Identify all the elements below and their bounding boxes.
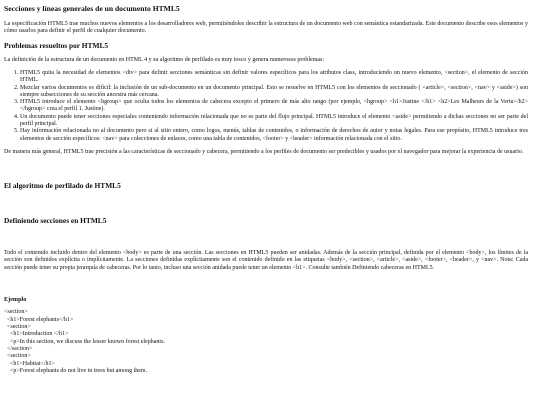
problems-list-item: 1. HTML5 quita la necesidad de elementos <div> para definir secciones semánticas sin definir valores específicos para los atributos class, introduciendo un nuevo elemento, <section>, el elemento de sección HTML. (20, 70, 528, 85)
code-line: <p>In this section, we discuss the lesser known forest elephants. (4, 338, 165, 345)
code-line: <h1>Forest elephants</h1> (4, 316, 74, 323)
example-code-block (4, 309, 528, 375)
defining-sections-heading: Definiendo secciones en HTML5 (4, 216, 107, 226)
problems-list-item: 3. HTML5 introduce el elemento <hgroup> que oculta todos los elementos de cabecera excepto el primero de más alto rango (por ejemplo, <hgroup> <h1>Justine </h1> <h2>Les Malheurs de la Vertu</h2> </hgroup> crea el perfil 1. Justine). (20, 99, 528, 114)
problems-intro-paragraph: La definición de la estructura de un documento en HTML 4 y su algoritmo de perfilado es muy tosco y genera numerosos problemas: (4, 56, 325, 63)
problems-heading: Problemas resueltos por HTML5 (4, 40, 109, 50)
problems-list-item: 4. Un documento puede tener secciones especiales conteniendo información relacionada que no es parte del flujo principal. HTML5 introduce el elemento <aside> permitiendo a dichas secciones no ser parte del perfil principal. (20, 114, 528, 129)
problems-list (4, 70, 528, 143)
example-heading: Ejemplo (4, 296, 27, 304)
code-line: </section> (4, 346, 33, 353)
code-line: <section> (4, 309, 28, 316)
problems-outro-paragraph: De manera más general, HTML5 trae precisión a las características de seccionado y cabecera, permitiendo a los perfiles de documento ser predecibles y usados por el navegador para mejorar la experiencia de usuario. (4, 149, 524, 156)
code-line: <p>Forest elephants do not live in trees but among them. (4, 367, 148, 374)
problems-list-item: 5. Hay información relacionada no al documento pero si al sitio entero, como logos, menús, tablas de contenidos, o información de derechos de autor y notas legales. Para ese propósito, HTML5 introduce tres elementos de sección específicos: <nav> para colecciones de enlaces, como una tabla de contenidos, <footer> y <header> información relacionada con el sitio. (20, 128, 528, 143)
defining-sections-paragraph: Todo el contenido incluido dentro del elemento <body> es parte de una sección. Las secciones en HTML5 pueden ser anidadas. Además de la sección principal, definida por el elemento <body>, los límites de la sección son definidos explícita o implícitamente. La secciones definidas explícitamente son el contenido definido en las etiquetas <body>, <section>, <article>, <aside>, <footer>, <header>, y <nav>. Nota: Cada sección puede tener su propia jerarquía de cabeceras. Por lo tanto, incluso una sección anidada puede tener un elemento <h1>. Consulte también Definiendo cabeceras en HTML5. (4, 250, 528, 271)
code-line: <section> (4, 353, 31, 360)
code-line: <section> (4, 324, 31, 331)
algorithm-heading: El algoritmo de perfilado de HTML5 (4, 181, 121, 191)
intro-paragraph: La especificación HTML5 trae muchos nuevos elementos a los desarrolladores web, permitiéndoles describir la estructura de un documento web con semántica estandarizada. Este documento describe esos elementos y cómo usarlos para definir el perfil de cualquier documento. (4, 21, 528, 35)
page-title: Secciones y líneas generales de un documento HTML5 (4, 4, 180, 13)
code-line: <h1>Habitat</h1> (4, 360, 55, 367)
problems-list-item: 2. Mezclar varios documentos es difícil: la inclusión de un sub-documento en un documento principal. Esto se resuelve en HTML5 con los elementos de seccionado ( <article>, <section>, <nav> y <aside>) son siempre subsecciones de su sección ancestra más cercana. (20, 85, 528, 100)
code-line: <h1>Introduction </h1> (4, 331, 69, 338)
